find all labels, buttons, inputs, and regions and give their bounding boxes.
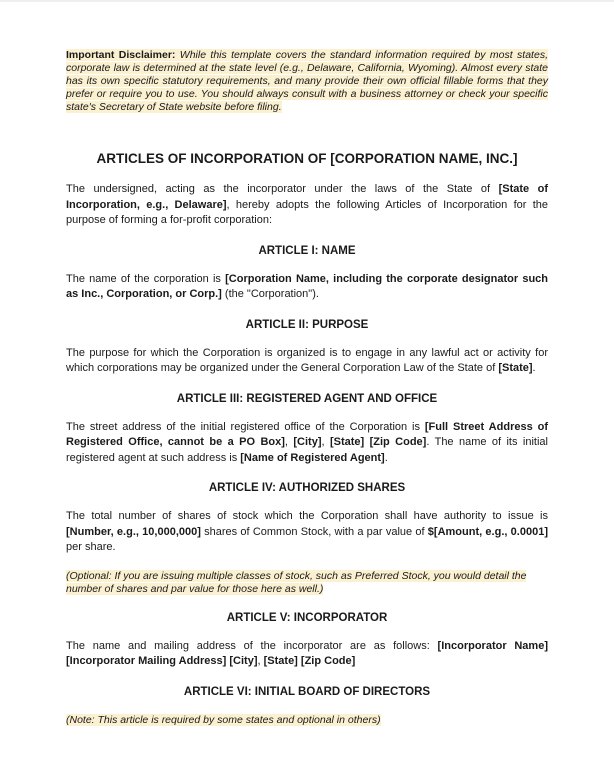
article-4-optional-note: (Optional: If you are issuing multiple classes of stock, such as Preferred Stock, you would detail the number of shares and par value for those here as well.): [66, 569, 527, 595]
intro-paragraph: The undersigned, acting as the incorporator under the laws of the State of [State of Incorporation, e.g., Delaware], hereby adopts the following Articles of Incorporation for the purpose of forming a for-profit corporation:: [66, 183, 548, 226]
article-6-note: (Note: This article is required by some states and optional in others): [66, 713, 381, 726]
article-2-section: [66, 318, 548, 377]
important-disclaimer-note: Important Disclaimer: While this template covers the standard information required by most states, corporate law is determined at the state level (e.g., Delaware, California, Wyoming). Almost every state has its own specific statutory requirements, and many provide their own official fillable forms that they prefer or require you to use. You should always consult with a business attorney or check your specific state's Secretary of State website before filing.: [66, 49, 548, 113]
article-5-heading: ARTICLE V: INCORPORATOR: [226, 611, 388, 624]
document-title: ARTICLES OF INCORPORATION OF [CORPORATION NAME, INC.]: [96, 151, 518, 166]
article-1-body: The name of the corporation is [Corporation Name, including the corporate designator such as Inc., Corporation, or Corp.] (the "Corporation").: [66, 272, 548, 300]
article-4-body: The total number of shares of stock which the Corporation shall have authority to issue is [Number, e.g., 10,000,000] shares of Common Stock, with a par value of $[Amount, e.g., 0.0001] per share.: [66, 510, 548, 553]
article-1-section: [66, 244, 548, 303]
article-2-body: The purpose for which the Corporation is organized is to engage in any lawful act or activity for which corporations may be organized under the General Corporation Law of the State of [State].: [66, 346, 548, 374]
article-3-body: The street address of the initial registered office of the Corporation is [Full Street Address of Registered Office, cannot be a PO Box], [City], [State] [Zip Code]. The name of its initial registered agent at such address is [Name of Registered Agent].: [66, 420, 548, 464]
article-2-heading: ARTICLE II: PURPOSE: [245, 318, 369, 331]
article-4-heading: ARTICLE IV: AUTHORIZED SHARES: [208, 482, 406, 494]
article-5-section: [66, 611, 548, 670]
article-6-section: [66, 685, 548, 727]
article-3-heading: ARTICLE III: REGISTERED AGENT AND OFFICE: [176, 392, 438, 405]
article-5-body: The name and mailing address of the incorporator are as follows: [Incorporator Name] [Incorporator Mailing Address] [City], [State] [Zip Code]: [66, 639, 548, 667]
article-6-heading: ARTICLE VI: INITIAL BOARD OF DIRECTORS: [183, 685, 431, 698]
article-4-section: [66, 481, 548, 596]
article-3-section: [66, 392, 548, 467]
article-1-heading: ARTICLE I: NAME: [258, 244, 356, 257]
